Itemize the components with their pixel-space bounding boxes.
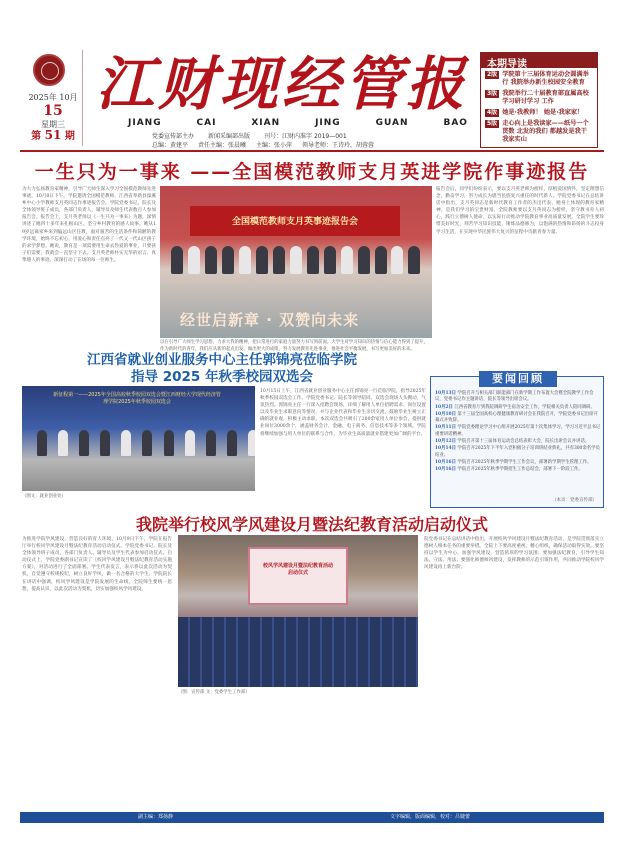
masthead-rule: [20, 150, 604, 152]
article2-text: 10月15日上午，江西省就业创业服务中心主任郭锦亮一行莅临学院，指导2025年秋季校园双选会工作。学院党委书记、院长等领导陪同。双选会现场人头攒动，气氛热烈。郭锦亮主任一行深入招聘会现场，详细了解用人单位招聘需求、岗位设置以及毕业生求职意向等情况，并与企业代表和毕业生亲切交流，鼓励毕业生树立正确的就业观，积极主动求职。本次双选会共吸引了200余家用人单位参会，提供就业岗位3000余个，涵盖财务会计、金融、电子商务、信息技术等多个领域。学院将继续加强与用人单位的联系与合作，为毕业生高质量就业搭建更加广阔的平台。: [260, 389, 426, 437]
article1-col3: 报告会后，同学们纷纷表示，要以支月英老师为榜样，厚植爱国情怀，坚定理想信念，勤奋学习，努力成长为堪当民族复兴重任的时代新人。学院党委书记在总结讲话中指出，支月英同志是新时代教育工作者的杰出代表，她身上体现的教育家精神，是我们学习的宝贵财富。全院教师要以支月英同志为榜样，坚守教书育人初心，践行立德树人使命，以实际行动推动学院教育事业高质量发展。全院学生要珍惜美好时光，刻苦学习知识技能，锤炼品德修为，以饱满的热情和昂扬的斗志投身学习生活，在实现中华民族伟大复兴的征程中贡献青春力量。: [436, 187, 604, 235]
footer-editor: 副主编：郑扬静: [138, 814, 174, 820]
photo-people: [32, 430, 255, 480]
article3-col3: 院党委书记在总结讲话中指出，开展校风学风建设月暨法纪教育活动，是学院贯彻落实立德树人根本任务的重要举措。全院上下要高度重视，精心组织，确保活动取得实效。要坚持以学生为中心，加强学风建设，营造浓厚的学习氛围；要加强法纪教育，引导学生知法、守法、用法；要强化师德师风建设，发挥教师的示范引领作用，共同推动学院校风学风建设再上新台阶。: [424, 537, 604, 571]
photo-screen: 校风学风建设月暨法纪教育活动 启动仪式: [248, 547, 348, 605]
issue-date: 2025年 10月: [28, 93, 78, 102]
guide-item[interactable]: 4版 她是·我教师！ 她是·我家家！: [487, 109, 584, 116]
footer-layout: 文字编辑，版面编辑，校对：吕婕蕾: [390, 814, 471, 820]
news-item[interactable]: 10月12日 学院召开第十三届体育运动会总结表彰大会，院长出席会议并讲话。: [435, 439, 590, 445]
article1-caption: 以在引导广大师生学习思想，力求大我的精神，把日常进行的家庭力量努力书写到前面。大学生对学习知识的热情与信心能力得到了提升，作为新时代的青年，我们应从新的起点出发，做出更大的成绩，努力发展教育先进事业，推进社会平衡发展，书写更加美好的未来。: [160, 340, 428, 352]
masthead-pinyin: JIANG CAI XIAN JING GUAN BAO: [128, 118, 468, 128]
news-item[interactable]: 10月13日 学院召开与相关部门职能部门在新学期工作布置大会暨全院教学工作会议，党委书记作主题讲话，院长等领导出席会议。: [435, 391, 594, 403]
news-item[interactable]: 10月16日 学院召开2025年秋季学期学生工作会议，部署新学期学生管理工作。: [435, 459, 592, 465]
news-item[interactable]: 10月11日 学院党委理论学习中心组开展2025年第十次集体学习，学习习近平总书记重要讲话精神。: [435, 425, 601, 437]
guide-item[interactable]: 2版 学院第十三届体育运动会圆满举行 我院举办新生校园安全教育: [487, 71, 589, 86]
article3-headline[interactable]: 我院举行校风学风建设月暨法纪教育活动启动仪式: [135, 515, 488, 534]
article2-photo[interactable]: [22, 386, 255, 491]
article2-caption: （图文：就业创业处）: [22, 494, 66, 499]
article3-col1: 为推进学院学风建设，营造良好的育人环境，10月9日下午，学院在报告厅举行校风学风建设月暨法纪教育活动启动仪式。学院党委书记、院长及全体领导班子成员，各部门负责人、辅导员及学生代表参加启动仪式。启动仪式上，学院党委副书记宣读了《校风学风建设月暨法纪教育活动实施方案》，对活动进行了全面部署。学生代表发言，表示将以此次活动为契机，自觉遵守校规校纪，树立良好学风，做一名合格的大学生。学院院长在讲话中强调，校风学风建设是学院发展的生命线，全院师生要统一思想、提高认识，以此次活动为契机，切实加强校风学风建设。: [22, 537, 172, 592]
masthead-divider: [82, 50, 83, 146]
guide-item[interactable]: 5版 走心向上是我读家——纸号一个贯数 北发的我们 都越发是我干我家实山: [487, 120, 589, 143]
photo-banner-text: 全国模范教师支月英事迹报告会: [231, 217, 358, 227]
school-seal-logo: [33, 54, 65, 86]
news-item[interactable]: 10月2日 江西省教育厅到我院调研学生宿舍安全工作，学院相关负责人陪同调研。: [435, 404, 595, 410]
news-review-box: [430, 372, 604, 508]
news-item[interactable]: 10月10日 第十三届全国高校心理健康教育研讨会在我院召开，学院党委书记出席开幕式并致辞。: [435, 411, 598, 424]
article1-headline[interactable]: 一生只为一事来 ——全国模范教师支月英进学院作事迹报告: [34, 160, 590, 183]
svg-text:江财现经管报: 江财现经管报: [95, 50, 469, 118]
article3-photo[interactable]: [178, 535, 418, 687]
news-source: （本页：党委宣传部）: [552, 498, 597, 503]
photo-people: [170, 246, 422, 306]
issue-guide-box: [480, 52, 598, 148]
editor-info: 总编：黄建平 责任主编：张晨曦 主编：张小萍 领导老师：王诗玲，胡蓉蓉: [152, 142, 375, 149]
footer-bar: [20, 812, 604, 823]
issue-weekday: 星期三: [41, 120, 65, 129]
photo-screen-text: 新征程第一——2025年全国高校秋季校园双选会暨江西财经大学现代经济管理学院2025年秋季校园双选会: [53, 392, 221, 405]
guide-item[interactable]: 3版 我院举行二十届教育部直属高校学习研讨学习 工作: [487, 90, 589, 105]
news-item[interactable]: 10月14日 学院召开2025年下半年入党积极分子培训班结业典礼，共有300余名学员结业。: [435, 446, 600, 458]
news-item[interactable]: 10月16日 学院召开2025年秋季学期招生工作总结会，部署下一阶段工作。: [435, 467, 583, 473]
photo-audience: [178, 617, 418, 687]
issue-info: [28, 92, 78, 142]
masthead-title: [88, 48, 476, 118]
article2-headline-line1[interactable]: 江西省就业创业服务中心主任郭锦亮莅临学院: [87, 352, 357, 368]
article2-headline-line2[interactable]: 指导 2025 年秋季校园双选会: [131, 369, 313, 385]
photo-slogan: 经世启新章 · 双赞向未来: [180, 311, 360, 329]
news-review-title: 要闻回顾: [479, 371, 557, 387]
article3-caption: （图：宣传部 文：党委学生工作部）: [178, 690, 250, 695]
issue-day: 15: [43, 103, 63, 119]
issue-number: 第 51 期: [31, 128, 75, 142]
guide-title: 本期导读: [481, 53, 597, 68]
article1-photo[interactable]: [160, 186, 432, 338]
publisher-info: 党委宣传部主办 新闻采编部出版 刊号：江财内准字 2019—001: [152, 133, 347, 140]
article1-col1: 为大力弘扬教育家精神，引导广大师生深入学习全国模范教师先进事迹，10月8日下午，学院邀请全国模范教师、江西省奉新县澡溪乡中心小学教师支月英同志作事迹报告会。学院党委书记、院长及全体领导班子成员，各部门负责人，辅导员及师生代表数百人参加报告会。报告会上，支月英老师以《一生只为一事来》为题，深情讲述了她四十多年来扎根山区、坚守乡村教育的感人故事。她从19岁远离家乡来到偏远山区任教，面对艰苦的生活条件和简陋的教学环境，始终不忘初心，用爱心和责任点亮了一代又一代山区孩子的求学梦想。她说，教育是一项需要用生命去热爱的事业，只要孩子们需要，我就会一直坚守下去。支月英老师朴实无华的语言、真挚感人的事迹，深深打动了在场的每一位师生。: [22, 187, 156, 263]
